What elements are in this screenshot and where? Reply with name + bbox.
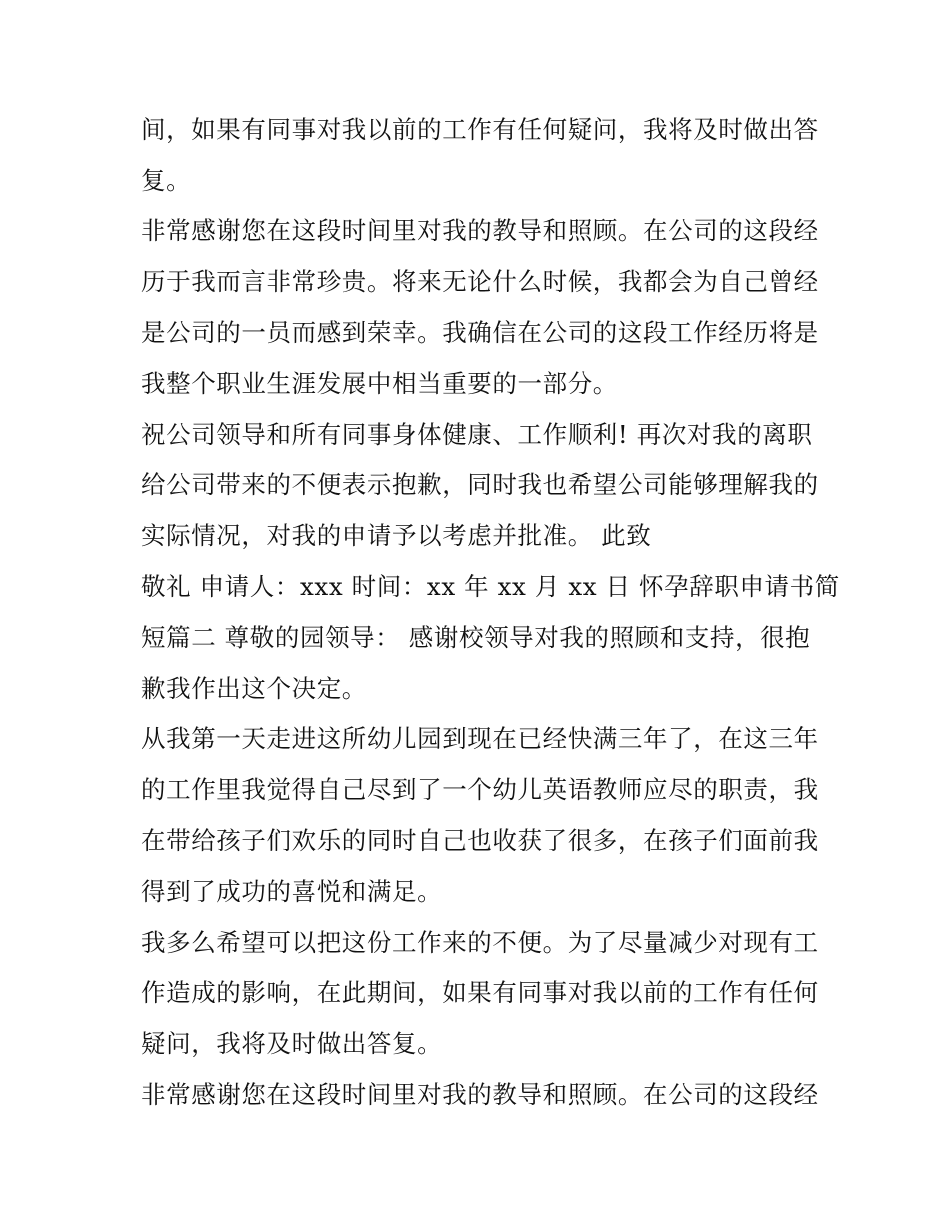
text-line: 疑问，我将及时做出答复。 xyxy=(141,1029,443,1058)
text-line: 复。 xyxy=(141,166,192,195)
text-line: 短篇二 尊敬的园领导： 感谢校领导对我的照顾和支持，很抱 xyxy=(141,623,811,652)
text-line: 歉我作出这个决定。 xyxy=(141,674,367,703)
text-line: 实际情况，对我的申请予以考虑并批准。 此致 xyxy=(141,521,652,550)
text-line: 历于我而言非常珍贵。将来无论什么时候，我都会为自己曾经 xyxy=(141,267,819,296)
text-line: 作造成的影响，在此期间，如果有同事对我以前的工作有任何 xyxy=(141,978,819,1007)
text-line: 敬礼 申请人：xxx 时间：xx 年 xx 月 xx 日 怀孕辞职申请书简 xyxy=(141,572,840,601)
text-line: 我多么希望可以把这份工作来的不便。为了尽量减少对现有工 xyxy=(141,928,819,957)
text-line: 在带给孩子们欢乐的同时自己也收获了很多，在孩子们面前我 xyxy=(141,826,819,855)
text-line: 间，如果有同事对我以前的工作有任何疑问，我将及时做出答 xyxy=(141,115,819,144)
text-line: 非常感谢您在这段时间里对我的教导和照顾。在公司的这段经 xyxy=(141,216,819,245)
text-line: 我整个职业生涯发展中相当重要的一部分。 xyxy=(141,369,618,398)
text-line: 的工作里我觉得自己尽到了一个幼儿英语教师应尽的职责，我 xyxy=(141,775,819,804)
text-line: 是公司的一员而感到荣幸。我确信在公司的这段工作经历将是 xyxy=(141,318,819,347)
text-line: 祝公司领导和所有同事身体健康、工作顺利! 再次对我的离职 xyxy=(141,420,813,449)
text-line: 得到了成功的喜悦和满足。 xyxy=(141,877,443,906)
text-line: 从我第一天走进这所幼儿园到现在已经快满三年了，在这三年 xyxy=(141,724,819,753)
text-line: 非常感谢您在这段时间里对我的教导和照顾。在公司的这段经 xyxy=(141,1080,819,1109)
text-line: 给公司带来的不便表示抱歉，同时我也希望公司能够理解我的 xyxy=(141,470,819,499)
